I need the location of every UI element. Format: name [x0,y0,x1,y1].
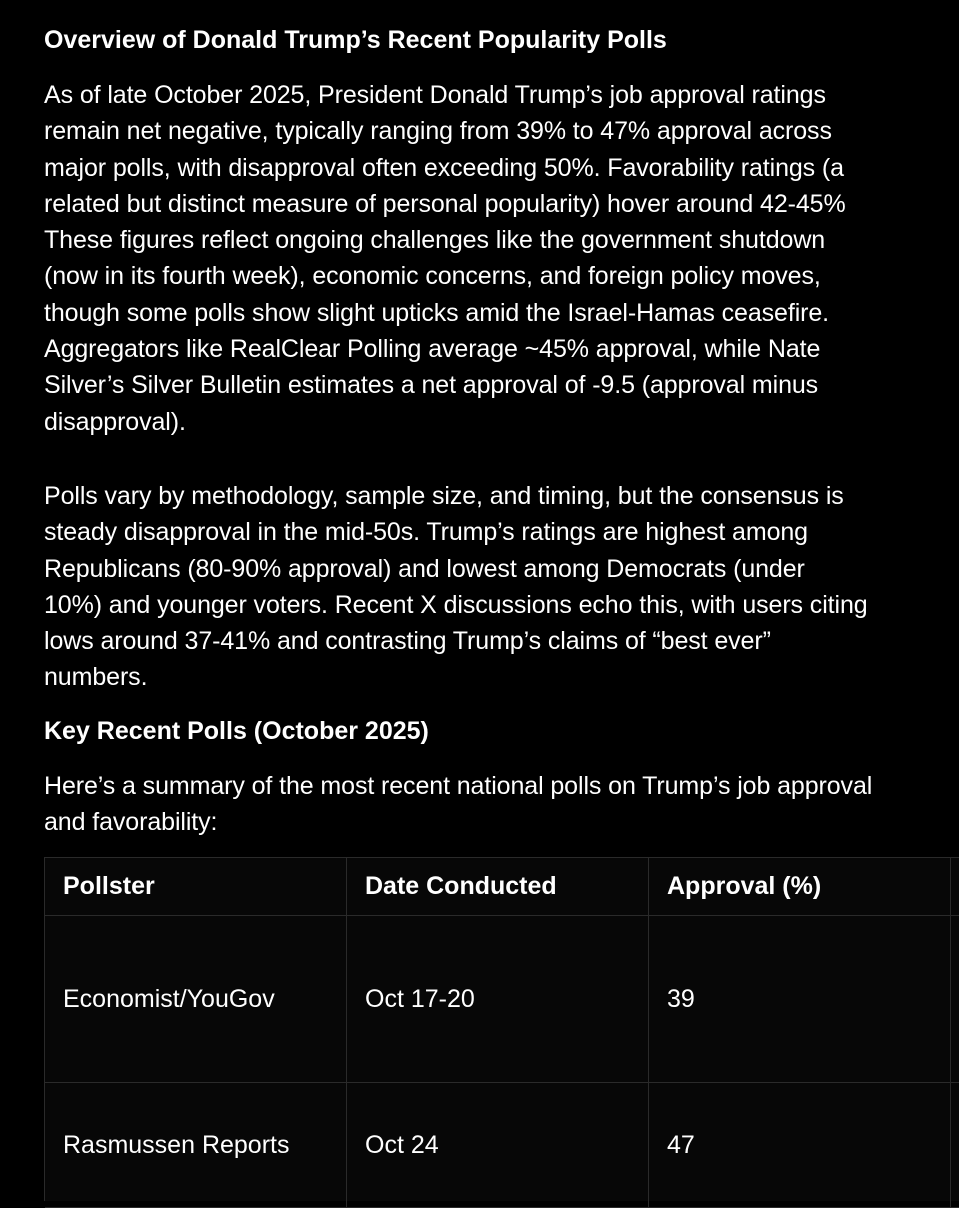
table-header-pollster: Pollster [45,858,347,916]
table-cell-date: Oct 17-20 [347,916,649,1083]
paragraph-line: disapproval). [44,407,186,436]
table-header-truncated [951,858,959,916]
table-cell-pollster: Economist/YouGov [45,916,347,1083]
table-header-approval: Approval (%) [649,858,951,916]
table-cell-truncated [951,916,959,1083]
overview-intro-paragraph [44,77,846,440]
paragraph-line: 10%) and younger voters. Recent X discussions echo this, with users citing [44,590,868,619]
paragraph-line: As of late October 2025, President Donald Trump’s job approval ratings [44,81,826,109]
overview-heading: Overview of Donald Trump’s Recent Popularity Polls [44,26,667,54]
paragraph-line: though some polls show slight upticks amid the Israel-Hamas ceasefire. [44,298,830,327]
paragraph-line: lows around 37-41% and contrasting Trump’s claims of “best ever” [44,627,771,656]
paragraph-line: Silver’s Silver Bulletin estimates a net approval of -9.5 (approval minus [44,371,819,400]
paragraph-line: related but distinct measure of personal popularity) hover around 42-45% [44,189,846,218]
paragraph-line: numbers. [44,663,148,692]
table-cell-pollster: Rasmussen Reports [45,1083,347,1208]
paragraph-line: Republicans (80-90% approval) and lowest among Democrats (under [44,554,805,583]
paragraph-line: (now in its fourth week), economic concerns, and foreign policy moves, [44,262,821,291]
table-cell-truncated [951,1083,959,1208]
paragraph-line: These figures reflect ongoing challenges like the government shutdown [44,226,826,255]
table-cell-approval: 39 [649,916,951,1083]
paragraph-line: and favorability: [44,808,218,837]
key-polls-heading: Key Recent Polls (October 2025) [44,717,429,745]
table-cell-approval: 47 [649,1083,951,1208]
paragraph-line: steady disapproval in the mid-50s. Trump’s ratings are highest among [44,518,808,547]
paragraph-line: Aggregators like RealClear Polling average ~45% approval, while Nate [44,335,821,364]
table-cell-date: Oct 24 [347,1083,649,1208]
paragraph-line: Polls vary by methodology, sample size, and timing, but the consensus is [44,482,844,510]
table-header-date: Date Conducted [347,858,649,916]
polls-summary-paragraph [44,768,872,841]
polls-table[interactable] [44,857,959,1201]
paragraph-line: Here’s a summary of the most recent national polls on Trump’s job approval [44,772,873,800]
overview-variance-paragraph [44,478,868,696]
paragraph-line: major polls, with disapproval often exceeding 50%. Favorability ratings (a [44,153,844,182]
paragraph-line: remain net negative, typically ranging from 39% to 47% approval across [44,117,832,146]
